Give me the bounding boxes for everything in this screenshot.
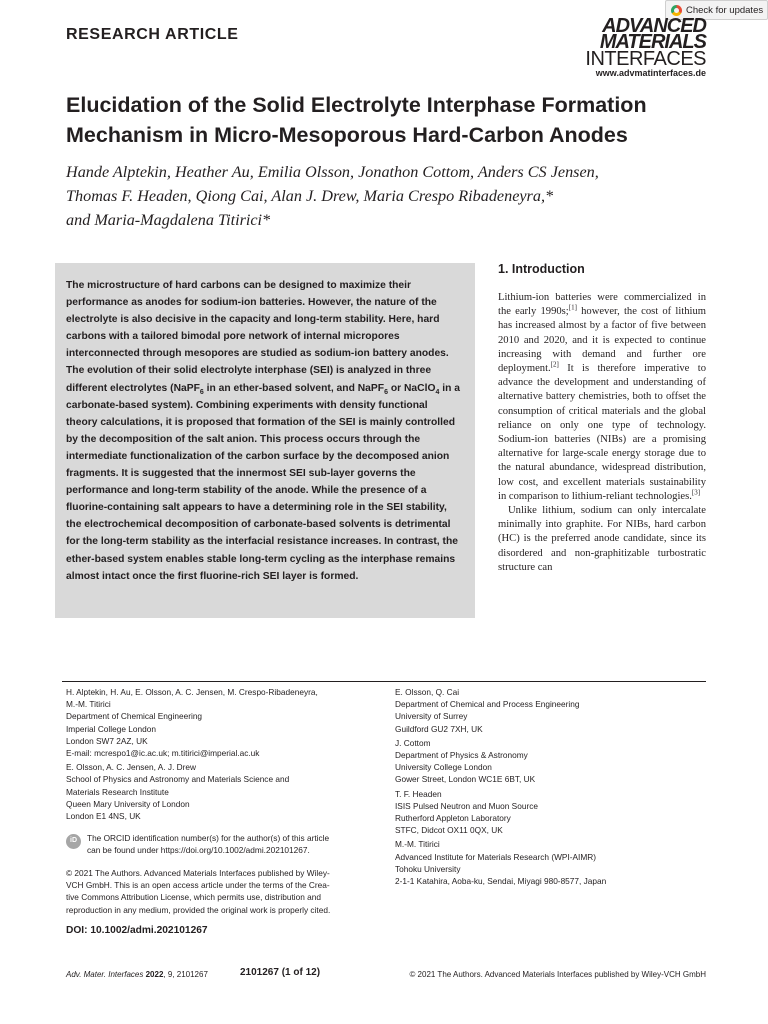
- affiliation-line: School of Physics and Astronomy and Materials Science and: [66, 774, 290, 785]
- affiliation-line: London SW7 2AZ, UK: [66, 735, 148, 746]
- subscript: 6: [384, 388, 388, 396]
- affiliation-line: Department of Physics & Astronomy: [395, 750, 528, 761]
- author-line: and Maria-Magdalena Titirici*: [66, 211, 271, 229]
- license-line: reproduction in any medium, provided the original work is properly cited.: [66, 904, 331, 915]
- affiliation-line: University College London: [395, 762, 492, 773]
- abstract-text: in a carbonate-based system). Combining experiments with density functional theory calculations, it is proposed that formation of the SEI is mainly controlled by the decomposition of the salt anion. This process occurs through the intermediate functionalization of the carbon surface by the decomposed anion fragments. It is suggested that the innermost SEI sub-layer governs the performance and long-term stability of the anode. While the presence of a fluorine-containing salt appears to have a determining role in the SEI stability, the electrochemical decomposition of carbonate-based solvents is detrimental for the long-term stability as the interfacial resistance increases. In contrast, the ether-based system enables stable long-term cycling as the interphase remains almost intact once the first fluorine-rich SEI layer is formed.: [66, 382, 460, 582]
- affiliation-line: ISIS Pulsed Neutron and Muon Source: [395, 800, 538, 811]
- affiliation-block: [395, 788, 715, 837]
- affiliation-line: Department of Chemical Engineering: [66, 711, 203, 722]
- affiliation-block: [395, 737, 715, 786]
- body-text: Lithium-ion batteries were commercialized in the early 1990s;: [498, 292, 706, 318]
- subscript: 6: [199, 388, 204, 396]
- introduction-heading: 1. Introduction: [498, 262, 585, 276]
- section-label: RESEARCH ARTICLE: [66, 26, 239, 43]
- orcid-line: The ORCID identification number(s) for the author(s) of this article: [87, 833, 330, 843]
- citation-link[interactable]: [2]: [550, 360, 559, 369]
- affiliation-line: M.-M. Titirici: [66, 699, 111, 710]
- citation-link[interactable]: [3]: [691, 488, 701, 497]
- affiliation-line: University of Surrey: [395, 711, 468, 722]
- paper-title: Elucidation of the Solid Electrolyte Interphase Formation Mechanism in Micro-Mesoporous Hard-Carbon Anodes: [66, 93, 647, 147]
- affiliation-line: Materials Research Institute: [66, 786, 169, 797]
- affiliation-line: E. Olsson, Q. Cai: [395, 687, 460, 697]
- divider: [62, 681, 706, 682]
- affiliation-line: Rutherford Appleton Laboratory: [395, 813, 511, 824]
- crossmark-icon: [671, 5, 682, 16]
- affiliation-line: Guildford GU2 7XH, UK: [395, 723, 483, 734]
- abstract-text: or NaClO: [387, 382, 436, 394]
- footer-journal: Adv. Mater. Interfaces: [66, 970, 144, 979]
- affiliation-line: E. Olsson, A. C. Jensen, A. J. Drew: [66, 762, 197, 773]
- introduction-body: [498, 291, 706, 575]
- affiliation-line: Tohoku University: [395, 863, 461, 874]
- orcid-note: [66, 832, 386, 856]
- affiliation-line: Imperial College London: [66, 723, 156, 734]
- footer-copyright: © 2021 The Authors. Advanced Materials Interfaces published by Wiley-VCH GmbH: [409, 970, 706, 979]
- orcid-icon: iD: [66, 834, 81, 849]
- affiliation-line: STFC, Didcot OX11 0QX, UK: [395, 825, 503, 836]
- subscript: 4: [435, 388, 440, 396]
- author-line: Hande Alptekin, Heather Au, Emilia Olsson, Jonathon Cottom, Anders CS Jensen,: [66, 163, 599, 181]
- footer-page-number: 2101267 (1 of 12): [240, 967, 321, 978]
- affiliation-block: [66, 761, 386, 822]
- orcid-link[interactable]: can be found under https://doi.org/10.1002/admi.202101267.: [87, 845, 310, 856]
- license-note: [66, 867, 386, 916]
- abstract-text: The microstructure of hard carbons can be designed to maximize their performance as anodes for sodium-ion batteries. However, the nature of the electrolyte is also decisive in the capacity and long-term stability. Here, hard carbons with a tailored bimodal pore network of internal micropores interconnected through mesopores are studied as sodium-ion battery anodes. The evolution of their solid electrolyte interphase (SEI) is analyzed in three different electrolytes (NaPF: [66, 280, 449, 394]
- paragraph: Unlike lithium, sodium can only intercalate minimally into graphite. For NIBs, hard carbon (HC) is the preferred anode candidate, since its disordered and non-graphitizable turbostratic structure can: [498, 505, 706, 573]
- affiliation-line: J. Cottom: [395, 737, 431, 748]
- affiliation-line: H. Alptekin, H. Au, E. Olsson, A. C. Jensen, M. Crespo-Ribadeneyra,: [66, 687, 318, 697]
- paragraph: [498, 291, 706, 504]
- license-line: VCH GmbH. This is an open access article under the terms of the Crea-: [66, 880, 330, 891]
- affiliation-block: [66, 686, 386, 759]
- footer-citation: [66, 970, 208, 979]
- journal-logo: [585, 15, 706, 70]
- body-text: It is therefore imperative to advance the development and understanding of alternative battery chemistries, both to offset the consumption of critical materials and the global reliance on only one type of technology. Sodium-ion batteries (NIBs) are a promising alternative for large-scale energy storage due to the natural abundance, widespread distribution, low cost, and excellent materials sustainability in comparison to lithium-reliant technologies.: [498, 363, 706, 502]
- affiliation-block: [395, 838, 715, 887]
- affiliations-right: [395, 686, 715, 889]
- author-line: Thomas F. Headen, Qiong Cai, Alan J. Drew, Maria Crespo Ribadeneyra,*: [66, 187, 554, 205]
- body-text: however, the cost of lithium has increased almost by a factor of five between 2010 and 2020, and it is expected to continue increasing with demand and further ore deployment.: [498, 306, 706, 375]
- abstract-text: in an ether-based solvent, and NaPF: [203, 382, 385, 394]
- journal-url-link[interactable]: www.advmatinterfaces.de: [595, 68, 706, 78]
- affiliation-line: T. F. Headen: [395, 788, 442, 799]
- affiliation-line: Advanced Institute for Materials Research (WPI-AIMR): [395, 851, 597, 862]
- journal-logo-line-2: MATERIALS: [599, 31, 706, 53]
- affiliation-block: [395, 686, 715, 735]
- journal-logo-line-3: INTERFACES: [585, 48, 706, 70]
- license-line: © 2021 The Authors. Advanced Materials Interfaces published by Wiley-: [66, 868, 330, 878]
- footer-volume: , 9, 2101267: [163, 970, 208, 979]
- affiliation-line: London E1 4NS, UK: [66, 811, 141, 822]
- footer-year: 2022: [145, 970, 164, 979]
- affiliation-line: Queen Mary University of London: [66, 798, 190, 809]
- check-for-updates-label: Check for updates: [686, 4, 764, 16]
- author-list: [66, 160, 706, 232]
- contact-email[interactable]: E-mail: mcrespo1@ic.ac.uk; m.titirici@imperial.ac.uk: [66, 748, 260, 759]
- citation-link[interactable]: [1]: [568, 303, 577, 312]
- affiliation-line: Department of Chemical and Process Engineering: [395, 699, 580, 710]
- affiliation-line: 2-1-1 Katahira, Aoba-ku, Sendai, Miyagi 980-8577, Japan: [395, 876, 607, 887]
- doi-link[interactable]: DOI: 10.1002/admi.202101267: [66, 925, 208, 936]
- affiliation-line: M.-M. Titirici: [395, 839, 440, 850]
- license-line: tive Commons Attribution License, which permits use, distribution and: [66, 892, 322, 903]
- abstract: [66, 277, 461, 585]
- orcid-text: [87, 832, 329, 856]
- affiliation-line: Gower Street, London WC1E 6BT, UK: [395, 774, 536, 785]
- affiliations-left: [66, 686, 386, 824]
- journal-logo-line-1: ADVANCED: [602, 15, 706, 37]
